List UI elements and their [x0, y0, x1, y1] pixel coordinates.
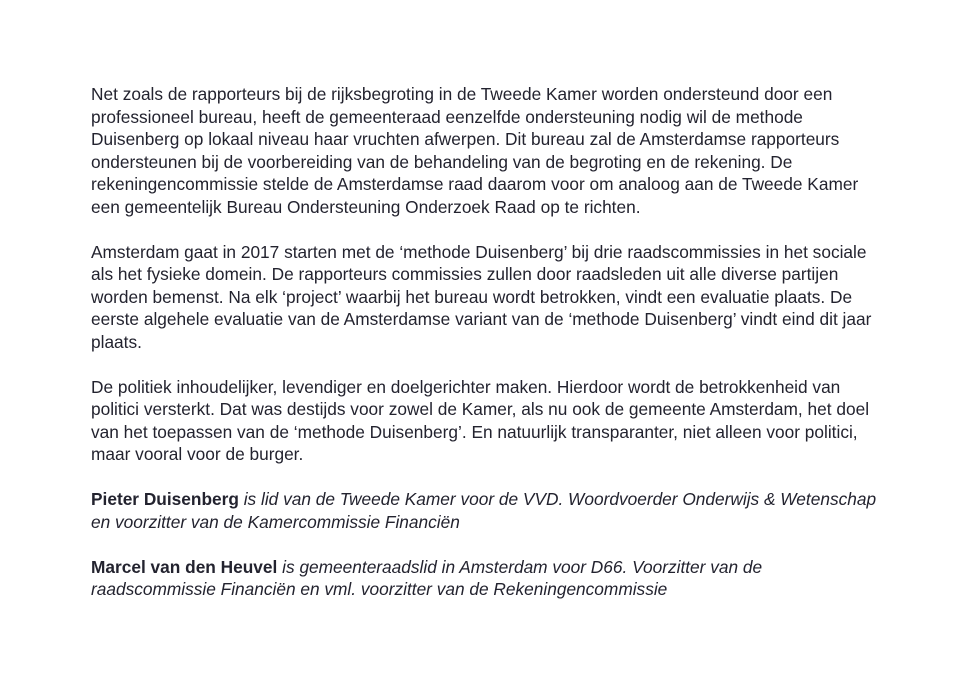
- document-body: [91, 83, 881, 623]
- paragraph-politiek-doel: De politiek inhoudelijker, levendiger en doelgerichter maken. Hierdoor wordt de betrokkenheid van politici versterkt. Dat was destijds voor zowel de Kamer, als nu ook de gemeente Amsterdam, het doel van het toepassen van de ‘methode Duisenberg’. En natuurlijk transparanter, niet alleen voor politici, maar vooral voor de burger.: [91, 376, 870, 464]
- author-bio-duisenberg: [91, 488, 881, 533]
- author-name: Marcel van den Heuvel: [91, 556, 278, 577]
- paragraph-bureau-ondersteuning: Net zoals de rapporteurs bij de rijksbegroting in de Tweede Kamer worden ondersteund door een professioneel bureau, heeft de gemeenteraad eenzelfde ondersteuning nodig wil de methode Duisenberg op lokaal niveau haar vruchten afwerpen. Dit bureau zal de Amsterdamse rapporteurs ondersteunen bij de voorbereiding van de behandeling van de begroting en de rekening. De rekeningencommissie stelde de Amsterdamse raad daarom voor om analoog aan de Tweede Kamer een gemeentelijk Bureau Ondersteuning Onderzoek Raad op te richten.: [91, 84, 859, 217]
- author-description: is lid van de Tweede Kamer voor de VVD. Woordvoerder Onderwijs & Wetenschap en voorzitter van de Kamercommissie Financiën: [91, 489, 877, 532]
- author-description: is gemeenteraadslid in Amsterdam voor D66. Voorzitter van de raadscommissie Financiën en vml. voorzitter van de Rekeningencommissie: [91, 556, 763, 599]
- author-bio-van-den-heuvel: [91, 556, 881, 601]
- author-name: Pieter Duisenberg: [91, 489, 239, 509]
- paragraph-amsterdam-2017: Amsterdam gaat in 2017 starten met de ‘methode Duisenberg’ bij drie raadscommissies in het sociale als het fysieke domein. De rapporteurs commissies zullen door raadsleden uit alle diverse partijen worden bemenst. Na elk ‘project’ waarbij het bureau wordt betrokken, vindt een evaluatie plaats. De eerste algehele evaluatie van de Amsterdamse variant van de ‘methode Duisenberg’ vindt eind dit jaar plaats.: [91, 241, 872, 352]
